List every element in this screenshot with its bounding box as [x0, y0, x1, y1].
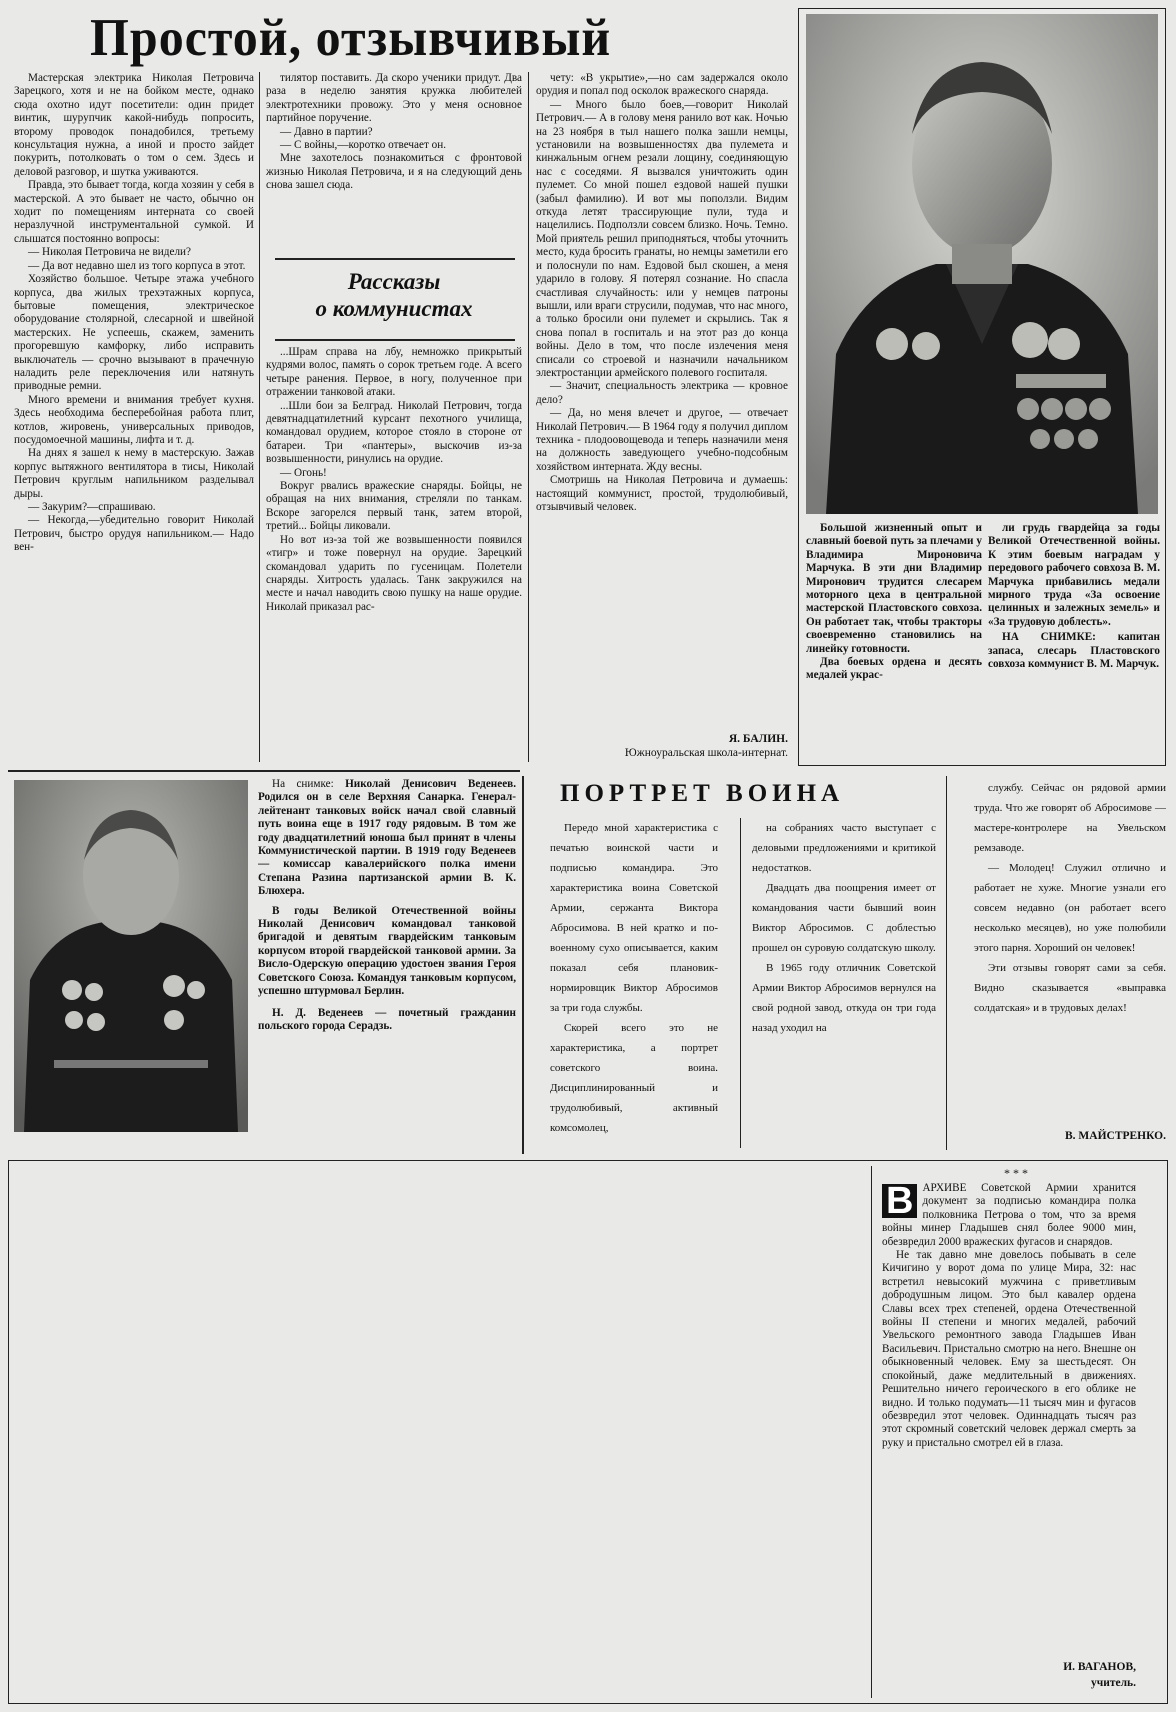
marchuk-caption-col1 [806, 522, 982, 760]
paragraph: Вокруг рвались вражеские снаряды. Бойцы, не обращая на них внимания, стреляли по танкам. Вскоре загорелся первый танк, затем второй, третий... Бойцы ликовали. [266, 480, 522, 533]
portret-headline [560, 778, 920, 812]
section-rule [8, 770, 520, 772]
signature-maystrenko: В. МАЙСТРЕНКО. [1064, 1130, 1166, 1142]
dropcap-v: В [882, 1184, 917, 1218]
signature-balin: Я. БАЛИН. [728, 733, 788, 745]
paragraph: — Закурим?—спрашиваю. [28, 501, 156, 513]
veneev-caption-2: В годы Великой Отечественной войны Николай Денисович командовал танковой бригадой и девятым гвардейским танковым корпусом второй гвардейской танковой армии. За Висло-Одерскую операцию удостоен звания Героя Советского Союза. Командуя танковым корпусом, успешно штурмовал Берлин. [258, 904, 516, 998]
signature-vaganov: И. ВАГАНОВ, [1063, 1661, 1136, 1673]
paragraph: ли грудь гвардейца за годы Великой Отечественной войны. К этим боевым наградам у передового рабочего совхоза В. М. Марчука прибавились медали мирного труда «За освоение целинных и залежных земель» и «За трудовую доблесть». [988, 522, 1160, 628]
portret-column-1 [550, 818, 718, 1152]
paragraph: — Некогда,—убедительно говорит Николай Петрович, быстро орудуя напильником.— Надо вен- [14, 514, 254, 554]
na-snimke-label: НА СНИМКЕ: [1002, 631, 1096, 644]
paragraph: службу. Сейчас он рядовой армии труда. Что же говорят об Абросимове — мастере-контролере на Увельском ремзаводе. [974, 782, 1166, 854]
paragraph: Правда, это бывает тогда, когда хозяин у себя в мастерской. А это бывает не часто, обычно он ходит по помещениям интерната со своей неразлучной инструментальной сумкой. И слышатся постоянно вопросы: [14, 179, 254, 245]
paragraph: На днях я зашел к нему в мастерскую. Зажав корпус вытяжного вентилятора в тисы, Николай Петрович круглым напильником разделывал дыры. [14, 447, 254, 500]
paragraph: — Николая Петровича не видели? [28, 246, 191, 259]
veneev-caption-3-name: Н. Д. Веденеев — [272, 1006, 387, 1019]
paragraph: — Да, но меня влечет и другое, — отвечает Николай Петрович.— В 1964 году я получил диплом техника - плодоовощевода и теперь назначили меня на должность заведующего учебно-подсобным хозяйством интерната. Жду весны. [536, 407, 788, 473]
rubric-line-2: о коммунистах [315, 296, 473, 321]
paragraph: — Много было боев,—говорит Николай Петрович.— А в голову меня ранило вот как. Ночью на 23 ноября в тыл нашего полка зашли немцы, установили на возвышенностях два пулемета и кинжальным огнем резали лощину, соединяющую нас с соседями. Я вызвался уничтожить один пулемет. Со мной пошел ездовой нашей пушки (забыл фамилию). И вот мы поползли. Видим откуда летят трассирующие пули, туда и нацелились. Подползли совсем близко. Ночь. Темно. Мой приятель решил приподняться, чтобы уточнить место, куда бросить гранаты, но немцы заметили его и полоснули по нам. Ездовой был скошен, а меня ударило в голову. Я потерял сознание. Но спасла счастливая случайность: или у немцев патроны вышли, или враги струсили, подумав, что нас много, а только бросили они пулемет и скрылись. Так я снова попал в госпиталь и на этот раз до конца войны. Дело в том, что после излечения меня списали со строевой и назначили начальником электростанции армейского полевого госпиталя. [536, 98, 788, 379]
article1-column-3 [536, 72, 788, 727]
gladyshev-signature [882, 1658, 1136, 1698]
paragraph: Скорей всего это не характеристика, а портрет советского воина. Дисциплинированный и трудолюбивый, активный комсомолец, [550, 1022, 718, 1134]
portret-column-3 [974, 778, 1166, 1128]
rubric-title [266, 268, 522, 332]
paragraph: — Огонь! [280, 466, 327, 479]
paragraph: — Значит, специальность электрика — кровное дело? [536, 380, 788, 406]
paragraph: — С войны,—коротко отвечает он. [280, 139, 447, 152]
marchuk-caption-col2 [988, 522, 1160, 760]
article1-column-2 [266, 72, 522, 242]
paragraph: Хозяйство большое. Четыре этажа учебного корпуса, два жилых трехэтажных корпуса, бытовые помещения, электрическое оборудование столярной, слесарной и швейной мастерских. Не успеешь, скажем, заменить прогоревшую камфорку, либо исправить выключатель — срочно вызывают в прачечную наладить реле переключения или натянуть приводные ремни. [14, 273, 254, 393]
rubric-rule-top [275, 258, 515, 260]
paragraph: Много времени и внимания требует кухня. Здесь необходима бесперебойная работа плит, котлов, жировень, универсальных приводов, посудомоечной машины, лифта и т. д. [14, 393, 254, 446]
article1-column-1 [14, 72, 254, 752]
portrait-photo-marchuk [806, 14, 1158, 514]
paragraph: Двадцать два поощрения имеет от командования части бывший воин Виктор Абросимов. С доблестью прошел он суровую солдатскую школу. [752, 882, 936, 954]
paragraph: тилятор поставить. Да скоро ученики придут. Два раза в неделю занятия кружка любителей электротехники провожу. Это у меня основное партийное поручение. [266, 72, 522, 125]
veneev-caption [258, 778, 516, 1148]
portrait-photo-veneev [14, 780, 248, 1132]
article-headline [90, 8, 730, 68]
paragraph: Смотришь на Николая Петровича и думаешь: настоящий коммунист, простой, трудолюбивый, отзывчивый человек. [536, 474, 788, 513]
paragraph: Эти отзывы говорят сами за себя. Видно сказывается «выправка солдатская» и в трудовых делах! [974, 962, 1166, 1014]
paragraph: на собраниях часто выступает с деловыми предложениями и критикой недостатков. [752, 822, 936, 874]
gladyshev-column-4 [882, 1182, 1136, 1672]
veneev-caption-1: Николай Денисович Веденеев. Родился он в селе Верхняя Санарка. Генерал-лейтенант танковых войск начал свой славный путь воина еще в 1917 году рядовым. В том же году двадцатилетний юноша был принят в члены Коммунистической партии. В 1919 году Веденеев — комиссар кавалерийского полка имени Степана Разина партизанской армии В. К. Блюхера. [258, 778, 516, 898]
rubric-line-1: Рассказы [347, 269, 441, 294]
paragraph: ...Шрам справа на лбу, немножко прикрытый кудрями волос, память о сорок третьем годе. А всего четыре ранения. Первое, в ногу, полученное при отражении танковой атаки. [266, 346, 522, 399]
column-divider [259, 72, 260, 762]
stars-ornament [996, 1166, 1036, 1180]
paragraph: Передо мной характеристика с печатью воинской части и подписью командира. Это характеристика воина Советской Армии, сержанта Виктора Абросимова. В ней кратко и по-военному сухо описывается, каким показал себя плановик-нормировщик Виктор Абросимов за три года службы. [550, 822, 718, 1014]
portret-signature [974, 1128, 1166, 1148]
signature-role: учитель. [1090, 1677, 1136, 1689]
stars-text: * * * [1004, 1166, 1028, 1180]
column-divider [740, 818, 741, 1148]
paragraph-first: АРХИВЕ Советской Армии хранится документ за подписью командира полка полковника Петрова о том, что за время войны минер Гладышев снял более 9000 мин, обезвредил 2000 вражеских фугасов и снарядов. [882, 1182, 1136, 1248]
article1-signature [536, 730, 788, 764]
paragraph: Мастерская электрика Николая Петровича Зарецкого, хотя и не на бойком месте, однако сюда охотно идут посетители: один придет винтик, шурупчик какой-нибудь попросить, второму проводок понадобился, третьему консультация нужна, а иной и просто зайдет покурить, потолковать о том о сем. Здесь и деловой разговор, и шутка уживаются. [14, 72, 254, 178]
portret-headline-text: ПОРТРЕТ ВОИНА [560, 780, 845, 807]
headline-text: Простой, отзывчивый [90, 8, 612, 67]
paragraph: — Молодец! Служил отлично и работает не хуже. Многие узнали его совсем недавно (он работает всего несколько месяцев), но уже полюбили этого парня. Хороший он человек! [974, 862, 1166, 954]
column-divider [871, 1166, 872, 1698]
article1-column-2b [266, 346, 522, 756]
veneev-caption-3-text: почетный гражданин польского города Серадзь. [258, 1006, 516, 1032]
veneev-photo [14, 780, 248, 1132]
paragraph: Большой жизненный опыт и славный боевой путь за плечами у Владимира Мироновича Марчука. В эти дни Владимир Миронович трудится слесарем моторного цеха в центральной мастерской Пластовского совхоза. Он работает так, чтобы тракторы своевременно становились на линейку готовности. [806, 522, 982, 655]
column-divider [528, 72, 529, 762]
rubric-rule-bottom [275, 339, 515, 341]
na-snimke-text: капитан запаса, слесарь Пластовского совхоза коммунист В. М. Марчук. [988, 631, 1160, 671]
column-divider [522, 776, 524, 1154]
signature-place: Южноуральская школа-интернат. [624, 747, 788, 759]
column-divider [946, 776, 947, 1150]
paragraph: чету: «В укрытие»,—но сам задержался около орудия и попал под осколок вражеского снаряда. [536, 72, 788, 98]
paragraph: В 1965 году отличник Советской Армии Виктор Абросимов вернулся на свой родной завод, откуда он три года назад уходил на [752, 962, 936, 1034]
paragraph: Два боевых ордена и десять медалей украс- [806, 656, 982, 682]
paragraph: — Да вот недавно шел из того корпуса в этот. [28, 259, 246, 272]
paragraph: Не так давно мне довелось побывать в селе Кичигино у ворот дома по улице Мира, 32: нас встретил невысокий мужчина с приветливым добродушным лицом. Это был кавалер ордена Славы всех трех степеней, ордена Отечественной войны II степени и многих медалей, рабочий Увельского ремонтного завода Гладышев Иван Васильевич. Пристально смотрю на него. Внешне он обыкновенный человек. Ему за шестьдесят. Он спокойный, даже медлительный в движениях. Решительно ничего героического в его облике не видно. И только подумать—11 тысяч мин и фугасов обезвредил этот человек. Одиннадцать тысяч раз этот скромный советский человек держал смерть за руку и пристально смотрел ей в глаза. [882, 1249, 1136, 1449]
portret-column-2 [752, 818, 936, 1152]
paragraph: — Давно в партии? [280, 125, 373, 138]
paragraph: ...Шли бои за Белград. Николай Петрович, тогда девятнадцатилетний курсант пехотного училища, командовал орудием, которое стояло в стороне от батареи. Три «пантеры», выскочив из-за возвышенности, ринулись на орудие. [266, 399, 522, 466]
na-snimke-veneev-label: На снимке: [272, 778, 334, 790]
marchuk-photo [806, 14, 1158, 514]
paragraph: Но вот из-за той же возвышенности появился «тигр» и тоже повернул на орудие. Зарецкий скомандовал ударить по гусеницам. Полетели снаряды. Хитрость удалась. Танк закружился на месте и начал наводить свою пушку на наше орудие. Николай приказал рас- [266, 533, 522, 613]
paragraph: Мне захотелось познакомиться с фронтовой жизнью Николая Петровича, и я на следующий день снова зашел сюда. [266, 152, 522, 192]
